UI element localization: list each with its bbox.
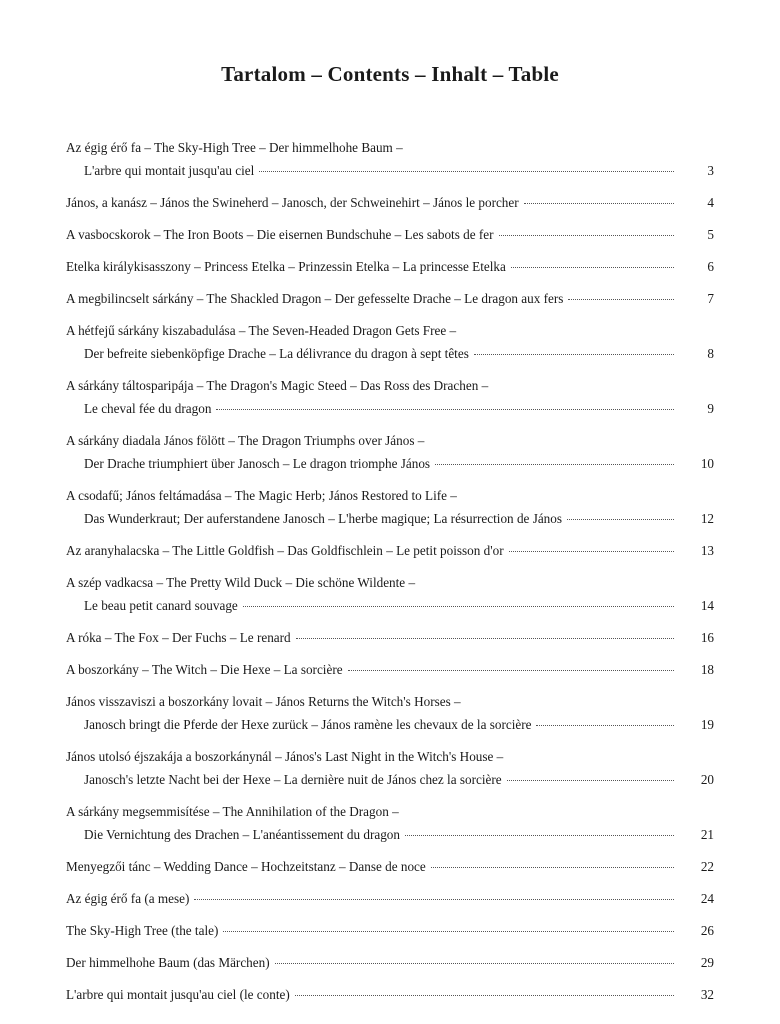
toc-page-number: 20 (700, 772, 714, 787)
toc-page-number: 32 (700, 987, 714, 1002)
toc-entry-title: L'arbre qui montait jusqu'au ciel (le conte) (66, 987, 290, 1002)
toc-entry-row (66, 626, 714, 649)
toc-entry (66, 319, 714, 365)
toc-page-number: 6 (707, 259, 714, 274)
toc-entry (66, 571, 714, 617)
toc-entry (66, 136, 714, 182)
toc-entry-row (66, 951, 714, 974)
toc-page-number: 18 (700, 662, 714, 677)
toc-entry-title: Der himmelhohe Baum (das Märchen) (66, 955, 270, 970)
toc-page-number: 13 (700, 543, 714, 558)
dot-leader (216, 409, 674, 410)
toc-entry-row (66, 507, 714, 530)
dot-leader (295, 995, 674, 996)
dot-leader (348, 670, 674, 671)
toc-page-number: 19 (700, 717, 714, 732)
toc-entry (66, 800, 714, 846)
toc-entry-title-line: János utolsó éjszakája a boszorkánynál – János's Last Night in the Witch's House – (66, 749, 504, 764)
dot-leader (509, 551, 674, 552)
toc-entry-row (66, 887, 714, 910)
toc-entry (66, 658, 714, 681)
toc-entry-title: Der Drache triumphiert über Janosch – Le dragon triomphe János (84, 456, 431, 471)
dot-leader (223, 931, 674, 932)
toc-entry-title: A vasbocskorok – The Iron Boots – Die eisernen Bundschuhe – Les sabots de fer (66, 227, 494, 242)
toc-entry-title: Das Wunderkraut; Der auferstandene Janosch – L'herbe magique; La résurrection de János (84, 511, 563, 526)
dot-leader (275, 963, 674, 964)
toc-entry-row (66, 287, 714, 310)
toc-entry-row (66, 539, 714, 562)
toc-entry (66, 484, 714, 530)
dot-leader (431, 867, 674, 868)
toc-page-number: 12 (700, 511, 714, 526)
toc-page-number: 8 (707, 346, 714, 361)
toc-entry (66, 429, 714, 475)
toc-page-number: 22 (700, 859, 714, 874)
toc-entry (66, 887, 714, 910)
toc-page-number: 16 (700, 630, 714, 645)
dot-leader (259, 171, 674, 172)
toc-entry (66, 287, 714, 310)
toc-entry-title: Die Vernichtung des Drachen – L'anéantissement du dragon (84, 827, 400, 842)
toc-entry (66, 690, 714, 736)
toc-entry (66, 539, 714, 562)
toc-entry-title: A megbilincselt sárkány – The Shackled Dragon – Der gefesselte Drache – Le dragon aux fers (66, 291, 564, 306)
toc-page-number: 21 (700, 827, 714, 842)
toc-page-number: 14 (700, 598, 714, 613)
toc-entry-row (66, 713, 714, 736)
toc-page-number: 9 (707, 401, 714, 416)
toc-entry (66, 223, 714, 246)
toc-entry-title: Menyegzői tánc – Wedding Dance – Hochzeitstanz – Danse de noce (66, 859, 426, 874)
toc-entry-title: Le cheval fée du dragon (84, 401, 212, 416)
toc-entry (66, 626, 714, 649)
toc-entry-row (66, 658, 714, 681)
toc-entry (66, 983, 714, 1006)
toc-page-number: 26 (700, 923, 714, 938)
toc-page-number: 10 (700, 456, 714, 471)
toc-entry-row (66, 768, 714, 791)
toc-entry-row (66, 855, 714, 878)
toc-entry-row (66, 919, 714, 942)
toc-entry-title: Le beau petit canard souvage (84, 598, 238, 613)
dot-leader (474, 354, 674, 355)
toc-entry-row (66, 342, 714, 365)
table-of-contents (66, 136, 714, 1015)
toc-entry-title-line: Az égig érő fa – The Sky-High Tree – Der himmelhohe Baum – (66, 140, 403, 155)
toc-entry-row (66, 223, 714, 246)
toc-entry-title-line: A csodafű; János feltámadása – The Magic Herb; János Restored to Life – (66, 488, 457, 503)
toc-entry-row (66, 397, 714, 420)
toc-entry (66, 255, 714, 278)
toc-page-number: 24 (700, 891, 714, 906)
dot-leader (194, 899, 674, 900)
dot-leader (511, 267, 674, 268)
toc-entry-row (66, 594, 714, 617)
toc-entry-title: Der befreite siebenköpfige Drache – La délivrance du dragon à sept têtes (84, 346, 469, 361)
toc-entry-row (66, 983, 714, 1006)
toc-page-number: 29 (700, 955, 714, 970)
dot-leader (499, 235, 674, 236)
toc-entry-title: János, a kanász – János the Swineherd – Janosch, der Schweinehirt – János le porcher (66, 195, 519, 210)
toc-entry-title-line: A sárkány diadala János fölött – The Dragon Triumphs over János – (66, 433, 425, 448)
toc-entry-title: The Sky-High Tree (the tale) (66, 923, 219, 938)
toc-entry (66, 855, 714, 878)
toc-entry-title-line: A hétfejű sárkány kiszabadulása – The Seven-Headed Dragon Gets Free – (66, 323, 457, 338)
toc-entry-title-line: János visszaviszi a boszorkány lovait – János Returns the Witch's Horses – (66, 694, 461, 709)
toc-entry-row (66, 255, 714, 278)
dot-leader (524, 203, 674, 204)
dot-leader (567, 519, 674, 520)
toc-entry-title-line: A sárkány megsemmisítése – The Annihilation of the Dragon – (66, 804, 399, 819)
toc-entry (66, 374, 714, 420)
dot-leader (243, 606, 674, 607)
toc-page-number: 7 (707, 291, 714, 306)
toc-entry-row (66, 823, 714, 846)
dot-leader (296, 638, 674, 639)
toc-entry-title-line: A sárkány táltosparipája – The Dragon's Magic Steed – Das Ross des Drachen – (66, 378, 489, 393)
toc-entry-title: Janosch's letzte Nacht bei der Hexe – La dernière nuit de János chez la sorcière (84, 772, 502, 787)
toc-entry (66, 745, 714, 791)
toc-entry-title: A boszorkány – The Witch – Die Hexe – La sorcière (66, 662, 343, 677)
toc-entry-row (66, 191, 714, 214)
toc-entry (66, 919, 714, 942)
toc-page-number: 4 (707, 195, 714, 210)
toc-entry-title-line: A szép vadkacsa – The Pretty Wild Duck – Die schöne Wildente – (66, 575, 416, 590)
dot-leader (405, 835, 674, 836)
toc-entry-title: Janosch bringt die Pferde der Hexe zurück – János ramène les chevaux de la sorcière (84, 717, 532, 732)
toc-entry-title: L'arbre qui montait jusqu'au ciel (84, 163, 255, 178)
toc-entry-title: Etelka királykisasszony – Princess Etelka – Prinzessin Etelka – La princesse Etelka (66, 259, 506, 274)
toc-page-number: 5 (707, 227, 714, 242)
toc-entry (66, 951, 714, 974)
dot-leader (435, 464, 674, 465)
dot-leader (568, 299, 674, 300)
toc-entry-title: A róka – The Fox – Der Fuchs – Le renard (66, 630, 291, 645)
dot-leader (507, 780, 674, 781)
toc-entry-title: Az aranyhalacska – The Little Goldfish – Das Goldfischlein – Le petit poisson d'or (66, 543, 504, 558)
toc-page-number: 3 (707, 163, 714, 178)
toc-entry-row (66, 159, 714, 182)
toc-entry-title: Az égig érő fa (a mese) (66, 891, 190, 906)
toc-entry (66, 191, 714, 214)
page-title: Tartalom – Contents – Inhalt – Table (221, 62, 559, 86)
toc-entry-row (66, 452, 714, 475)
dot-leader (536, 725, 674, 726)
